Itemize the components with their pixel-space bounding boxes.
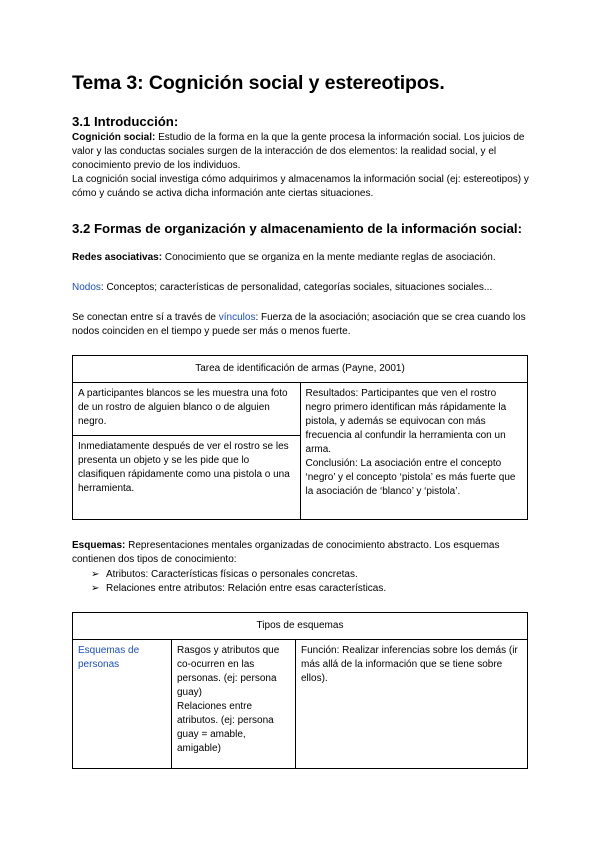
table1-cell-inmediatamente: Inmediatamente después de ver el rostro se les presenta un objeto y se les pide que lo clasifiquen rápidamente como una pistola o una herramienta. xyxy=(73,436,301,520)
paragraph-cognicion-social xyxy=(72,131,532,173)
table2-cell-esquemas-personas xyxy=(73,640,172,769)
table1-header: Tarea de identificación de armas (Payne, 2001) xyxy=(73,356,528,383)
arrow-bullet-icon: ➢ xyxy=(91,569,100,580)
term-esquemas-personas: Esquemas de personas xyxy=(78,645,140,670)
list-item: ➢ Relaciones entre atributos: Relación entre esas características. xyxy=(91,583,387,594)
definition-esquemas: Representaciones mentales organizadas de conocimiento abstracto. Los esquemas contienen dos tipos de conocimiento: xyxy=(72,540,500,565)
table1-cell-participantes: A participantes blancos se les muestra una foto de un rostro de alguien blanco o de alguien negro. xyxy=(73,383,301,436)
definition-nodos: : Conceptos; características de personalidad, categorías sociales, situaciones sociales... xyxy=(100,282,493,293)
table2-cell-funcion: Función: Realizar inferencias sobre los demás (ir más allá de la información que se tiene sobre ellos). xyxy=(296,640,528,769)
page-title: Tema 3: Cognición social y estereotipos. xyxy=(72,72,445,94)
table-tipos-esquemas xyxy=(72,612,528,769)
list-item: ➢ Atributos: Características físicas o personales concretas. xyxy=(91,569,358,580)
paragraph-redes xyxy=(72,251,532,265)
term-redes-asociativas: Redes asociativas: xyxy=(72,252,163,263)
section-heading-introduccion: 3.1 Introducción: xyxy=(72,114,179,129)
paragraph-nodos xyxy=(72,281,532,295)
definition-vinculos: : Fuerza de la asociación; asociación que se crea cuando los nodos coinciden en el tiempo y puede ser más o menos fuerte. xyxy=(72,312,526,337)
table-identificacion-armas xyxy=(72,355,528,520)
table1-cell-resultados xyxy=(300,383,527,520)
term-nodos: Nodos xyxy=(72,282,101,293)
definition-cognicion-social: Estudio de la forma en la que la gente procesa la información social. Los juicios de valor y las conductas sociales surgen de la interacción de dos elementos: la realidad social, y el conocimiento previo de los individuos. xyxy=(72,132,525,171)
table1-resultados-text: Resultados: Participantes que ven el rostro negro primero identifican más rápidamente la pistola, y además se equivocan con más frecuencia al confundir la herramienta con un arma. xyxy=(305,388,507,455)
paragraph-vinculos xyxy=(72,311,532,339)
table2-rasgos-text: Rasgos y atributos que co-ocurren en las personas. (ej: persona guay) xyxy=(177,645,280,698)
table2-header: Tipos de esquemas xyxy=(73,613,528,640)
arrow-bullet-icon: ➢ xyxy=(91,583,100,594)
term-vinculos: vínculos xyxy=(218,312,256,323)
esquemas-list xyxy=(72,568,386,596)
definition-redes: Conocimiento que se organiza en la mente mediante reglas de asociación. xyxy=(162,252,496,263)
vinculos-intro: Se conectan entre sí a través de xyxy=(72,312,219,323)
term-esquemas: Esquemas: xyxy=(72,540,126,551)
term-cognicion-social: Cognición social: xyxy=(72,132,156,143)
table2-relaciones-text: Relaciones entre atributos. (ej: persona guay = amable, amigable) xyxy=(177,701,274,754)
table1-conclusion-text: Conclusión: La asociación entre el concepto ‘negro’ y el concepto ‘pistola’ es más fuerte que la asociación de ‘blanco’ y ‘pistola’. xyxy=(305,458,516,497)
section-heading-formas: 3.2 Formas de organización y almacenamiento de la información social: xyxy=(72,221,522,236)
paragraph-cognicion-investiga: La cognición social investiga cómo adquirimos y almacenamos la información social (ej: estereotipos) y cómo y cuándo se activa dicha información ante ciertas situaciones. xyxy=(72,174,529,199)
paragraph-esquemas xyxy=(72,539,532,567)
table2-cell-rasgos xyxy=(172,640,296,769)
